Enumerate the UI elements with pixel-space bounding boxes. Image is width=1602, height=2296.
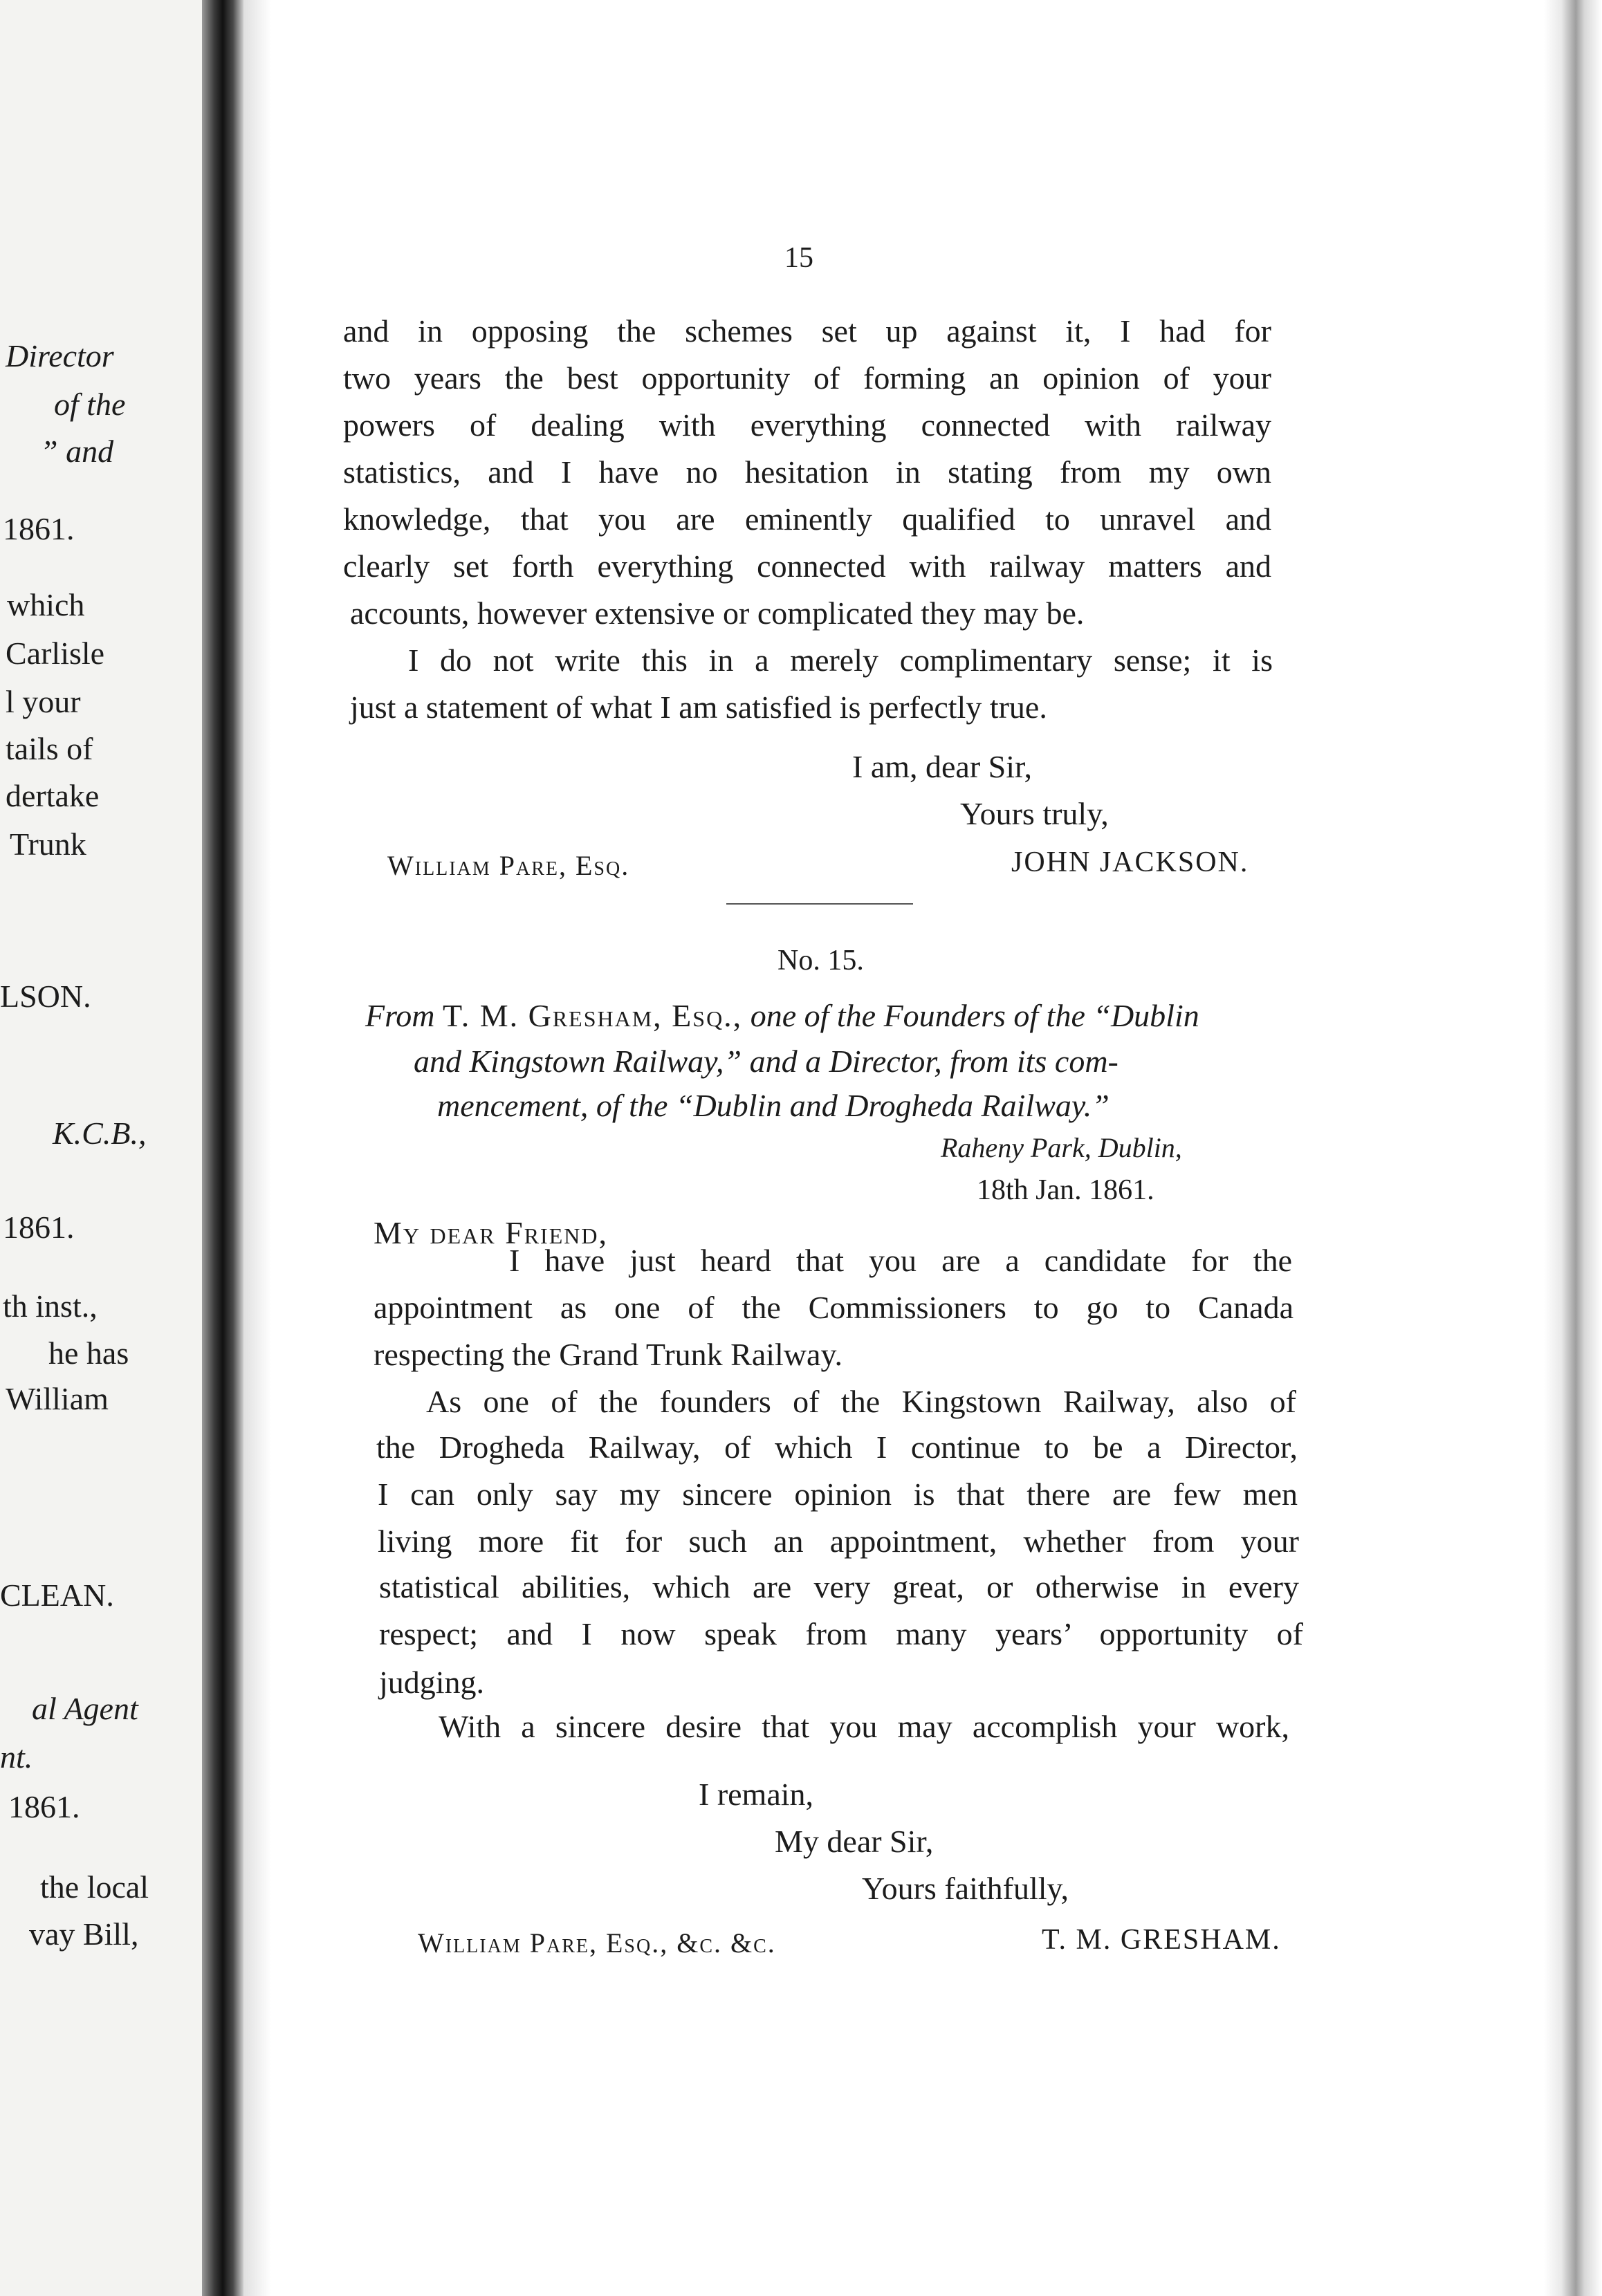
body-line: knowledge, that you are eminently qualified to unravel and <box>343 501 1271 537</box>
date: 18th Jan. 1861. <box>977 1174 1154 1206</box>
left-fragment: which <box>7 587 85 622</box>
left-fragment: al Agent <box>32 1691 138 1726</box>
body-line: statistics, and I have no hesitation in stating from my own <box>343 454 1271 490</box>
body-line: respect; and I now speak from many years’ opportunity of <box>379 1616 1303 1651</box>
closing: Yours truly, <box>960 796 1109 831</box>
book-gutter <box>202 0 243 2296</box>
body-line: statistical abilities, which are very great, or otherwise in every <box>379 1569 1299 1604</box>
heading-from: From <box>365 998 435 1033</box>
heading-line: mencement, of the “Dublin and Drogheda Railway.” <box>437 1088 1110 1123</box>
left-fragment: William <box>6 1381 109 1416</box>
closing: Yours faithfully, <box>862 1871 1069 1906</box>
body-line: As one of the founders of the Kingstown Railway, also of <box>426 1384 1296 1419</box>
left-fragment: nt. <box>0 1739 33 1775</box>
body-line: appointment as one of the Commissioners to go to Canada <box>374 1290 1293 1325</box>
salutation: My dear Friend, <box>374 1215 608 1250</box>
left-fragment: Carlisle <box>6 636 105 671</box>
left-fragment: Trunk <box>10 826 86 862</box>
left-fragment: 1861. <box>8 1789 80 1824</box>
left-fragment: he has <box>48 1335 129 1371</box>
place: Raheny Park, Dublin, <box>941 1132 1182 1163</box>
left-fragment: ” and <box>40 434 114 469</box>
left-fragment: Director <box>6 338 114 373</box>
left-fragment: tails of <box>6 731 93 766</box>
body-line: living more fit for such an appointment, whether from your <box>378 1524 1299 1559</box>
heading-line: and Kingstown Railway,” and a Director, from its com- <box>414 1044 1118 1079</box>
left-fragment: 1861. <box>3 511 75 546</box>
left-fragment: vay Bill, <box>29 1916 139 1952</box>
left-fragment: 1861. <box>3 1210 75 1245</box>
body-line: judging. <box>379 1665 485 1700</box>
left-fragment: of the <box>54 387 126 422</box>
section-divider <box>726 903 913 905</box>
addressee: William Pare, Esq., &c. &c. <box>418 1927 776 1959</box>
addressee: William Pare, Esq. <box>387 850 630 881</box>
body-line: and in opposing the schemes set up against it, I had for <box>343 313 1271 349</box>
left-fragment: the local <box>40 1869 149 1905</box>
left-page-fragment <box>0 0 208 2296</box>
body-line: the Drogheda Railway, of which I continue to be a Director, <box>376 1429 1298 1465</box>
body-line: I have just heard that you are a candidate for the <box>509 1243 1292 1278</box>
signature: JOHN JACKSON. <box>1011 846 1249 878</box>
closing: My dear Sir, <box>775 1824 934 1859</box>
closing: I remain, <box>699 1777 814 1812</box>
signature: T. M. GRESHAM. <box>1042 1924 1281 1956</box>
heading-name: T. M. Gresham, Esq., <box>443 998 743 1033</box>
body-line: powers of dealing with everything connected with railway <box>343 407 1271 443</box>
body-line: clearly set forth everything connected with railway matters and <box>343 548 1271 584</box>
left-fragment: th inst., <box>3 1288 98 1324</box>
body-line: I can only say my sincere opinion is that there are few men <box>378 1476 1298 1512</box>
left-fragment: dertake <box>6 778 100 813</box>
page-edge <box>1544 0 1602 2296</box>
body-line: With a sincere desire that you may accomplish your work, <box>439 1709 1289 1744</box>
page-number: 15 <box>784 242 813 274</box>
left-fragment: K.C.B., <box>53 1115 147 1151</box>
letter-number: No. 15. <box>777 945 864 976</box>
left-fragment: LSON. <box>0 979 91 1014</box>
body-line: accounts, however extensive or complicated they may be. <box>350 595 1085 631</box>
closing: I am, dear Sir, <box>852 749 1033 784</box>
body-line: I do not write this in a merely complimentary sense; it is <box>408 642 1273 678</box>
body-line: just a statement of what I am satisfied is perfectly true. <box>350 689 1047 725</box>
left-fragment: l your <box>6 684 81 719</box>
body-line: respecting the Grand Trunk Railway. <box>374 1337 843 1372</box>
heading-rest: one of the Founders of the “Dublin <box>750 998 1199 1033</box>
letter-heading <box>365 1000 1199 1032</box>
gutter-shadow <box>243 0 271 2296</box>
left-fragment: CLEAN. <box>0 1577 114 1613</box>
body-line: two years the best opportunity of forming an opinion of your <box>343 360 1271 396</box>
